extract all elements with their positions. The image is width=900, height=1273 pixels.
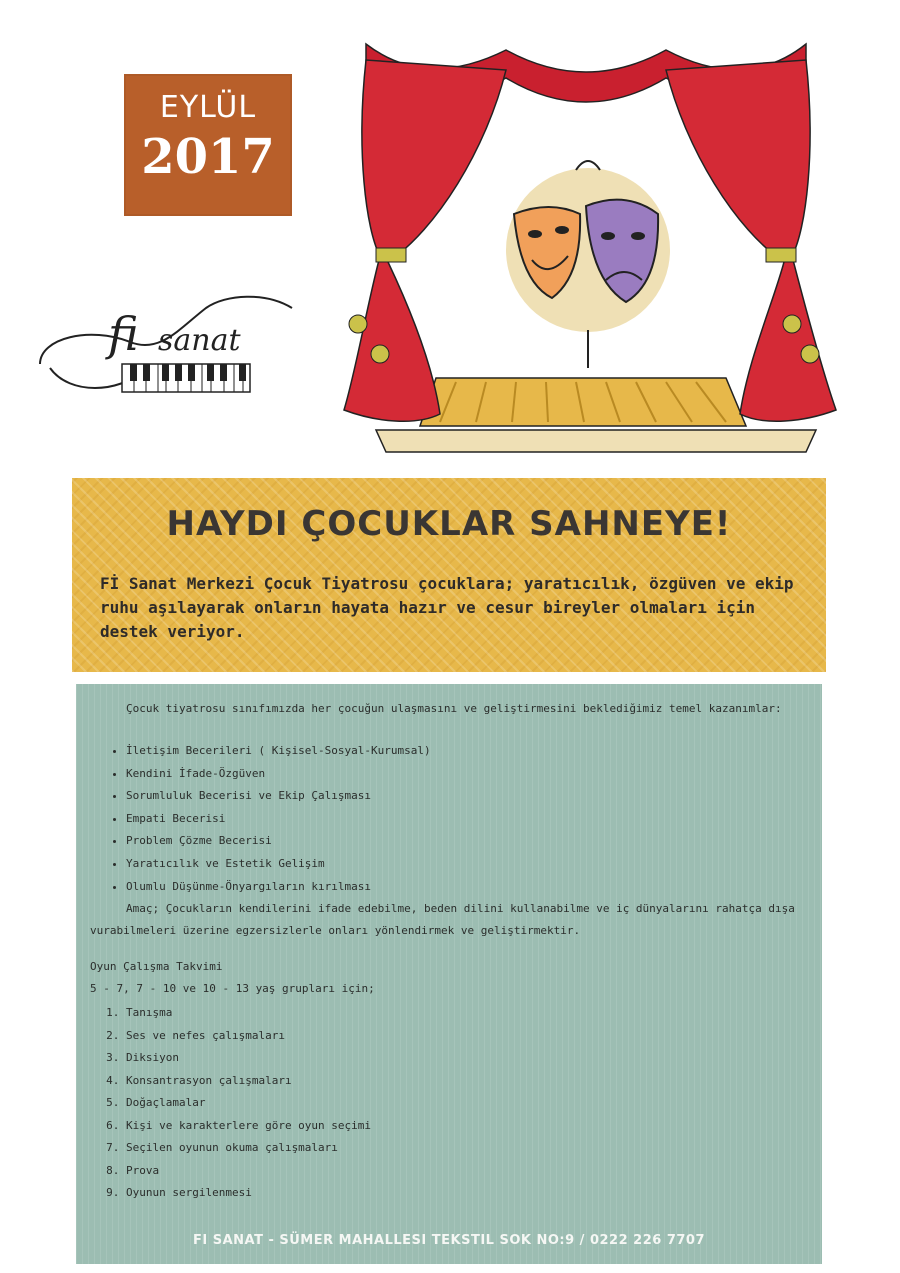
intro-text: Çocuk tiyatrosu sınıfımızda her çocuğun ulaşmasını ve geliştirmesini beklediğimiz temel kazanımlar:	[126, 702, 782, 715]
skills-list	[106, 740, 431, 898]
list-item: • Olumlu Düşünme-Önyargıların kırılması	[126, 876, 431, 899]
list-item: • Kendini İfade-Özgüven	[126, 763, 431, 786]
schedule-subtitle: 5 - 7, 7 - 10 ve 10 - 13 yaş grupları için;	[90, 982, 375, 995]
list-item: • Empati Becerisi	[126, 808, 431, 831]
piano-keys-icon	[122, 364, 250, 392]
logo-script-text: fi	[108, 307, 139, 361]
schedule-title: Oyun Çalışma Takvimi	[90, 960, 223, 973]
list-item: 2. Ses ve nefes çalışmaları	[126, 1025, 371, 1048]
banner-title: HAYDI ÇOCUKLAR SAHNEYE!	[166, 504, 732, 544]
list-item: 7. Seçilen oyunun okuma çalışmaları	[126, 1137, 371, 1160]
list-item: • Problem Çözme Becerisi	[126, 830, 431, 853]
footer-address: FI SANAT - SÜMER MAHALLESI TEKSTIL SOK NO:9 / 0222 226 7707	[192, 1233, 706, 1248]
list-item: 9. Oyunun sergilenmesi	[126, 1182, 371, 1205]
list-item: 3. Diksiyon	[126, 1047, 371, 1070]
list-item: 8. Prova	[126, 1160, 371, 1183]
stage-graphic	[336, 30, 844, 460]
list-item: • İletişim Becerileri ( Kişisel-Sosyal-Kurumsal)	[126, 740, 431, 763]
list-item: 4. Konsantrasyon çalışmaları	[126, 1070, 371, 1093]
info-panel	[76, 684, 822, 1264]
list-item: • Sorumluluk Becerisi ve Ekip Çalışması	[126, 785, 431, 808]
date-badge	[124, 74, 292, 216]
date-month: EYLÜL	[159, 90, 257, 125]
date-year: 2017	[141, 129, 275, 185]
theater-stage-illustration	[336, 30, 844, 460]
fisanat-logo	[30, 268, 300, 418]
aim-text: Amaç; Çocukların kendilerini ifade edebilme, beden dilini kullanabilme ve iç dünyalarını rahatça dışa vurabilmeleri üzerine egzersizlerle onları yönlendirmek ve geliştirmektir.	[90, 902, 795, 937]
logo-graphic	[30, 268, 300, 418]
list-item: 1. Tanışma	[126, 1002, 371, 1025]
banner-text: Fİ Sanat Merkezi Çocuk Tiyatrosu çocuklara; yaratıcılık, özgüven ve ekip ruhu aşılayarak onların hayata hazır ve cesur bireyler olmaları için destek veriyor.	[100, 574, 794, 641]
list-item: • Yaratıcılık ve Estetik Gelişim	[126, 853, 431, 876]
headline-banner	[72, 478, 826, 672]
list-item: 5. Doğaçlamalar	[126, 1092, 371, 1115]
logo-word-text: sanat	[158, 323, 241, 358]
schedule-steps	[106, 1002, 371, 1205]
list-item: 6. Kişi ve karakterlere göre oyun seçimi	[126, 1115, 371, 1138]
